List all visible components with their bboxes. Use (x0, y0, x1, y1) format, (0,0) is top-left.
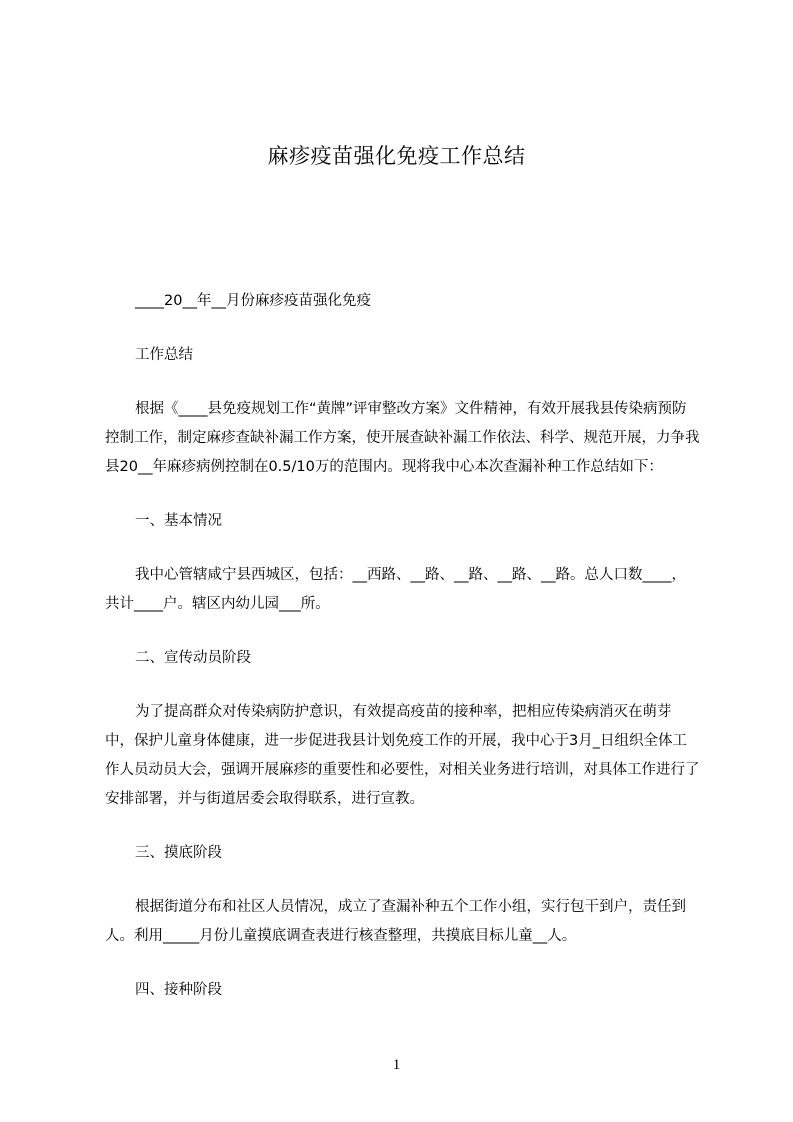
section-heading-mobilization: 二、宣传动员阶段 (135, 650, 251, 666)
spacer (105, 619, 700, 644)
section-body-mobilization: 为了提高群众对传染病防护意识，有效提高疫苗的接种率，把相应传染病消灭在萌芽中，保护儿童身体健康，进一步促进我县计划免疫工作的开展，我中心于3月_日组织全体工作人员动员大会，强调开展麻疹的重要性和必要性，对相关业务进行培训，对具体工作进行了安排部署，并与街道居委会取得联系，进行宣教。 (105, 704, 700, 807)
spacer (105, 673, 700, 698)
spacer (105, 814, 700, 839)
section-body-basic-info: 我中心管辖咸宁县西城区，包括：__西路、__路、__路、__路、__路。总人口数____，共计____户。辖区内幼儿园___所。 (105, 567, 686, 612)
section-heading-basic-info: 一、基本情况 (135, 513, 222, 529)
spacer (105, 316, 700, 341)
section-heading-survey: 三、摸底阶段 (135, 845, 222, 861)
document-title: 麻疹疫苗强化免疫工作总结 (267, 144, 526, 168)
page-number: 1 (392, 1057, 401, 1073)
spacer (105, 868, 700, 893)
spacer (105, 536, 700, 561)
subtitle-line-1: ____20__年__月份麻疹疫苗强化免疫 (135, 293, 371, 309)
document-body (105, 287, 700, 1005)
spacer (105, 370, 700, 395)
spacer (105, 482, 700, 507)
subtitle-line-2: 工作总结 (135, 347, 193, 363)
section-body-survey: 根据街道分布和社区人员情况，成立了查漏补种五个工作小组，实行包干到户，责任到人。利用_____月份儿童摸底调查表进行核查整理，共摸底目标儿童__人。 (105, 899, 686, 944)
spacer (105, 951, 700, 976)
section-heading-vaccination: 四、接种阶段 (135, 982, 222, 998)
intro-paragraph: 根据《____县免疫规划工作“黄牌”评审整改方案》文件精神，有效开展我县传染病预防控制工作，制定麻疹查缺补漏工作方案，使开展查缺补漏工作依法、科学、规范开展，力争我县20__年麻疹病例控制在0.5/10万的范围内。现将我中心本次查漏补种工作总结如下： (105, 401, 700, 475)
